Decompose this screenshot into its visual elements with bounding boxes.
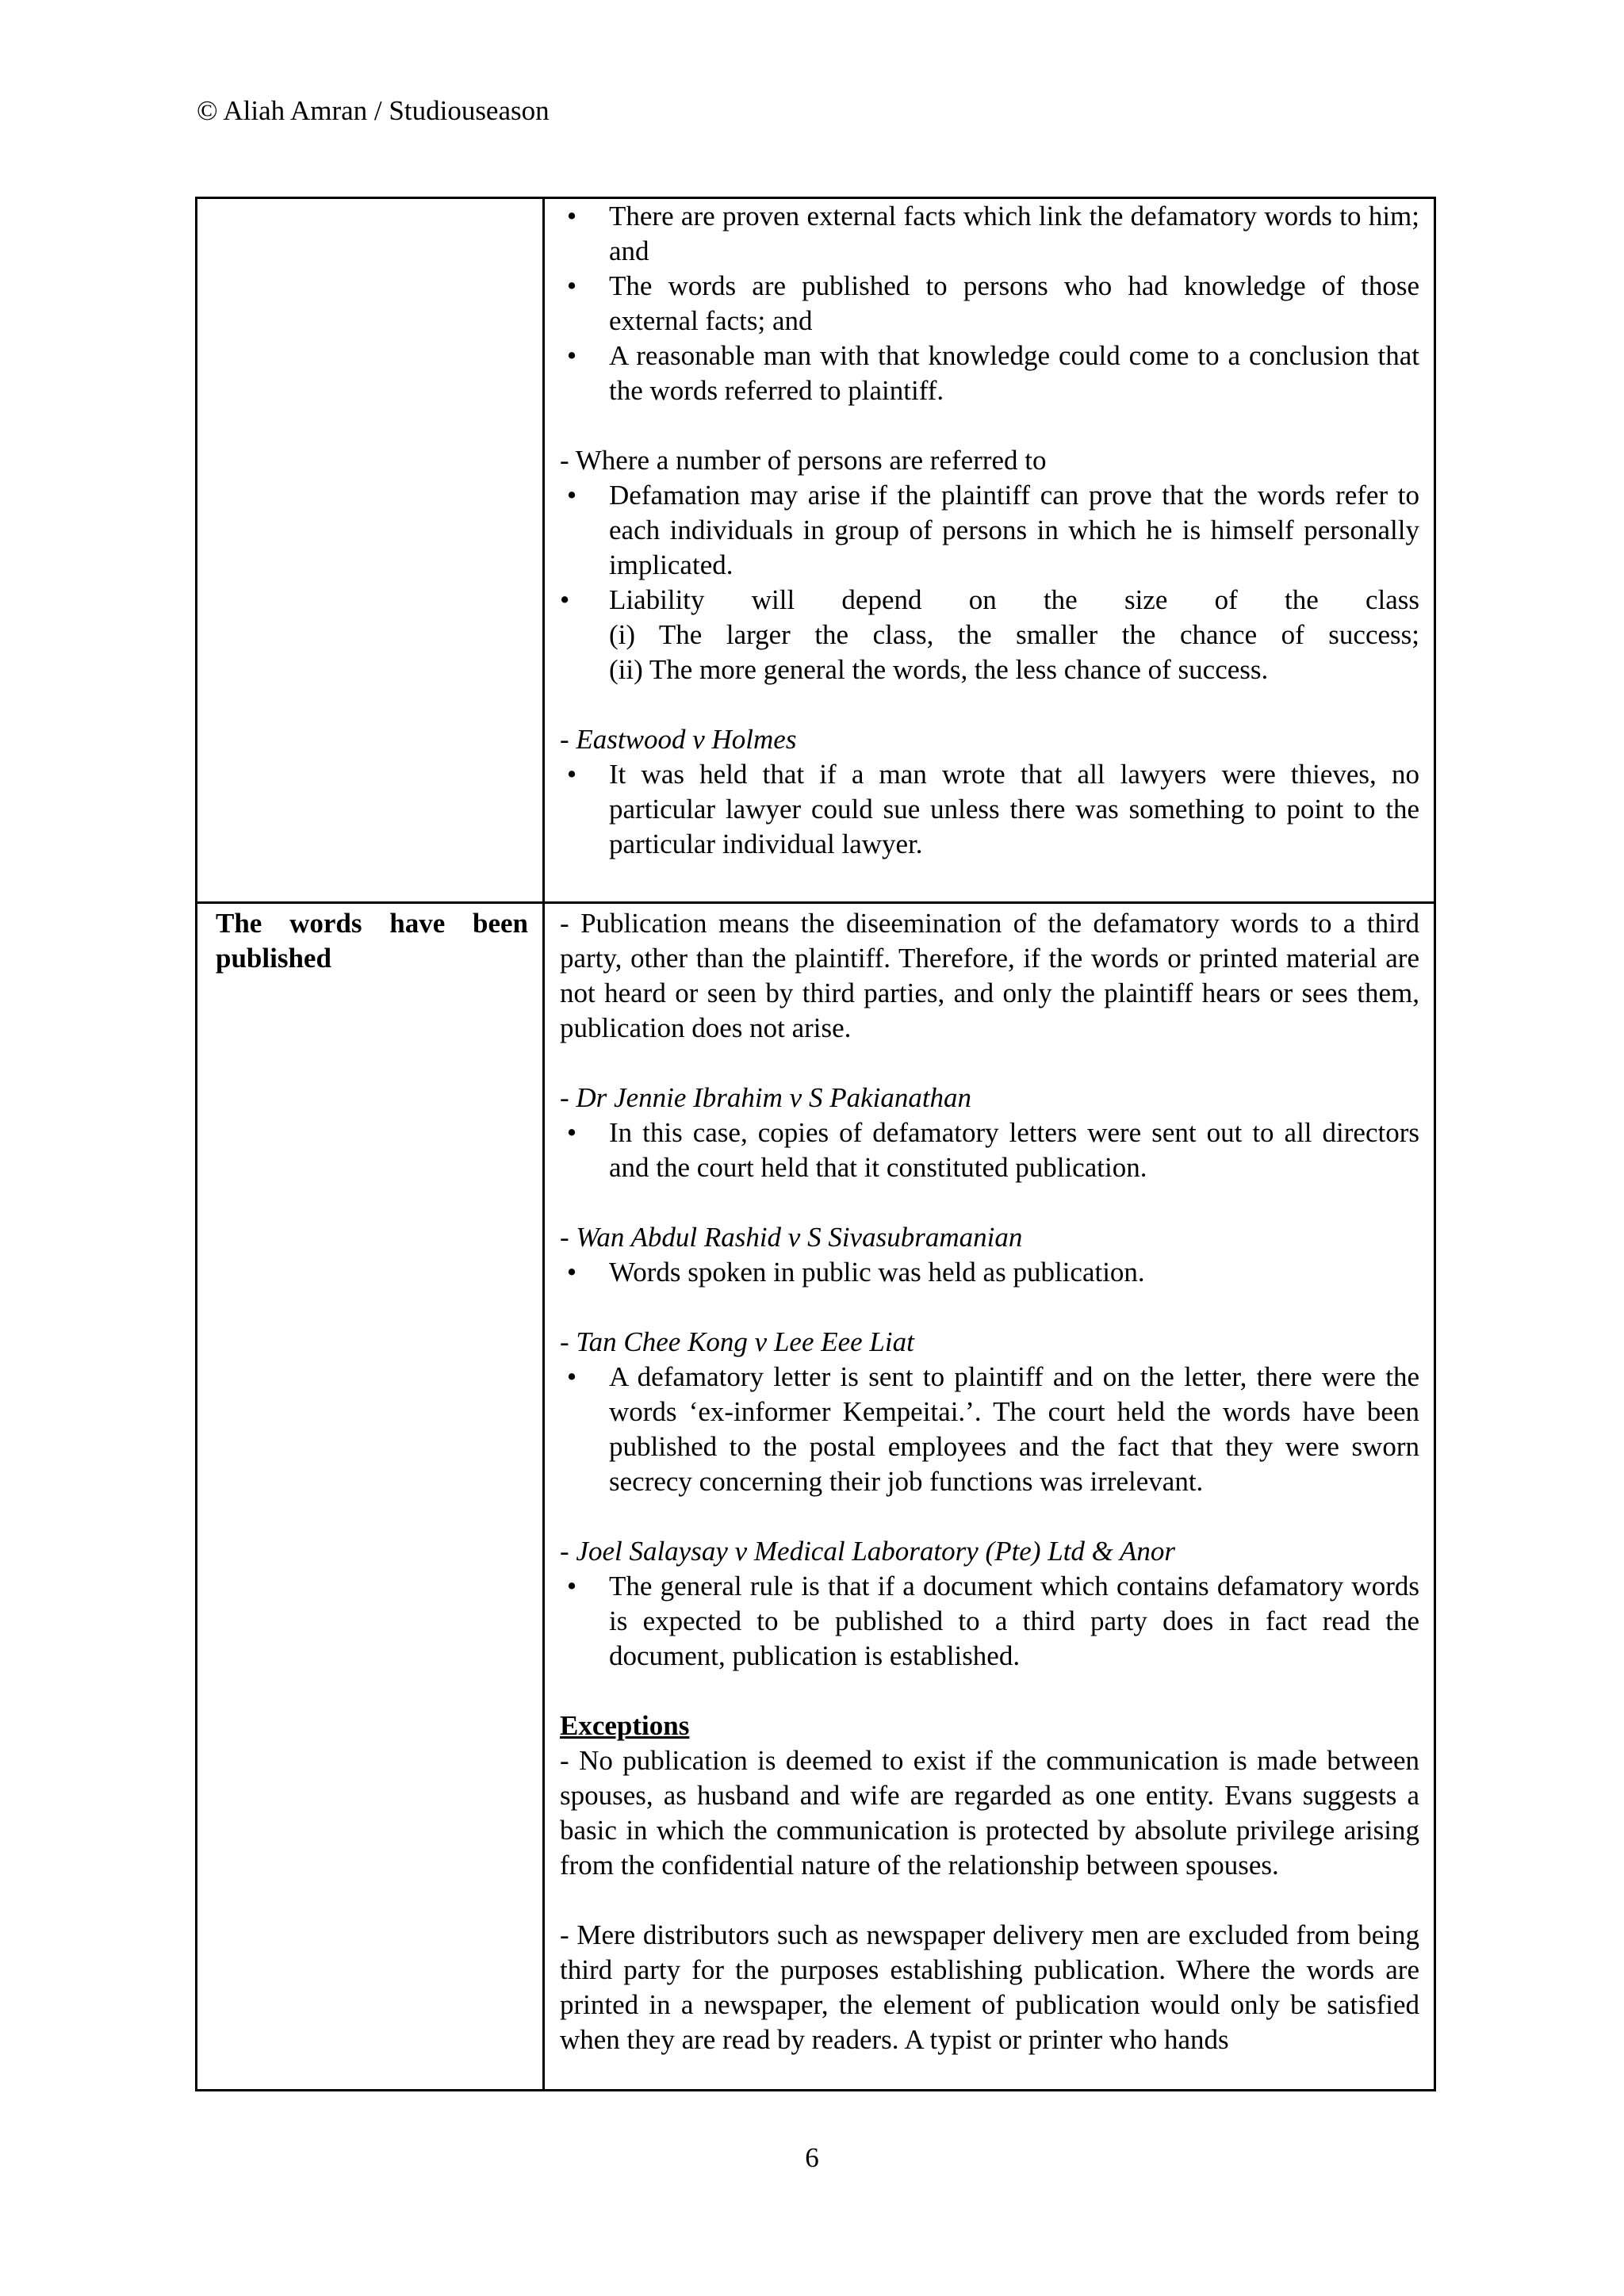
list-item: • Defamation may arise if the plaintiff can prove that the words refer to each individuals in group of persons in which he is himself personally implicated. — [560, 478, 1419, 583]
case-name: - Dr Jennie Ibrahim v S Pakianathan — [560, 1082, 972, 1113]
exceptions-heading: Exceptions — [560, 1710, 690, 1741]
table-row — [197, 198, 1435, 903]
list-item: • The words are published to persons who had knowledge of those external facts; and — [560, 269, 1419, 339]
case-name: - Wan Abdul Rashid v S Sivasubramanian — [560, 1222, 1023, 1253]
bullet-icon: • — [566, 480, 577, 511]
sub-item: (i) The larger the class, the smaller the chance of success; — [609, 619, 1419, 650]
sub-item: (ii) The more general the words, the less chance of success. — [609, 654, 1269, 685]
bullet-icon: • — [566, 1117, 577, 1148]
list-item: • In this case, copies of defamatory letters were sent out to all directors and the court held that it constituted publication. — [560, 1115, 1419, 1185]
bullet-icon: • — [566, 759, 577, 790]
list-item: • Liability will depend on the size of the class — [560, 583, 1419, 618]
bullet-list — [560, 1115, 1419, 1185]
list-item: • It was held that if a man wrote that all lawyers were thieves, no particular lawyer could sue unless there was something to point to the particular individual lawyer. — [560, 757, 1419, 862]
explanation-cell — [544, 903, 1435, 2091]
bullet-icon: • — [566, 201, 577, 232]
exception-paragraph: - Mere distributors such as newspaper delivery men are excluded from being third party for the purposes establishing publication. Where the words are printed in a newspaper, the element of publication would only be satisfied when they are read by readers. A typist or printer who hands — [560, 1919, 1419, 2055]
bullet-icon: • — [566, 1257, 577, 1288]
content-table — [195, 197, 1436, 2091]
bullet-list — [560, 1569, 1419, 1674]
bullet-icon: • — [560, 584, 570, 615]
bullet-list — [560, 1360, 1419, 1499]
bullet-list — [560, 199, 1419, 408]
list-item: • The general rule is that if a document which contains defamatory words is expected to be published to a third party does in fact read the document, publication is established. — [560, 1569, 1419, 1674]
explanation-cell — [544, 198, 1435, 903]
bullet-icon: • — [566, 340, 577, 371]
case-name: - Tan Chee Kong v Lee Eee Liat — [560, 1326, 914, 1357]
list-item: • A reasonable man with that knowledge could come to a conclusion that the words referred to plaintiff. — [560, 339, 1419, 408]
bullet-list — [560, 1255, 1419, 1290]
list-item: • A defamatory letter is sent to plaintiff and on the letter, there were the words ‘ex-informer Kempeitai.’. The court held the words have been published to the postal employees and the fact that they were sworn secrecy concerning their job functions was irrelevant. — [560, 1360, 1419, 1499]
page-number: 6 — [805, 2142, 819, 2173]
element-label-cell: The words have been published — [197, 903, 544, 2091]
bullet-list — [560, 757, 1419, 862]
element-cell-empty — [197, 198, 544, 903]
subsection-lead: - Where a number of persons are referred to — [560, 445, 1047, 476]
bullet-icon: • — [566, 1361, 577, 1392]
list-item: • Words spoken in public was held as publication. — [560, 1255, 1419, 1290]
bullet-list — [560, 478, 1419, 618]
bullet-icon: • — [566, 270, 577, 301]
case-name: - Eastwood v Holmes — [560, 724, 797, 755]
bullet-icon: • — [566, 1571, 577, 1601]
table-row — [197, 903, 1435, 2091]
case-name: - Joel Salaysay v Medical Laboratory (Pte) Ltd & Anor — [560, 1536, 1176, 1567]
page-header: © Aliah Amran / Studiouseason — [197, 95, 550, 126]
intro-paragraph: - Publication means the diseemination of the defamatory words to a third party, other than the plaintiff. Therefore, if the words or printed material are not heard or seen by third parties, and only the plaintiff hears or sees them, publication does not arise. — [560, 908, 1419, 1043]
list-item: • There are proven external facts which link the defamatory words to him; and — [560, 199, 1419, 269]
exception-paragraph: - No publication is deemed to exist if the communication is made between spouses, as husband and wife are regarded as one entity. Evans suggests a basic in which the communication is protected by absolute privilege arising from the confidential nature of the relationship between spouses. — [560, 1745, 1419, 1881]
